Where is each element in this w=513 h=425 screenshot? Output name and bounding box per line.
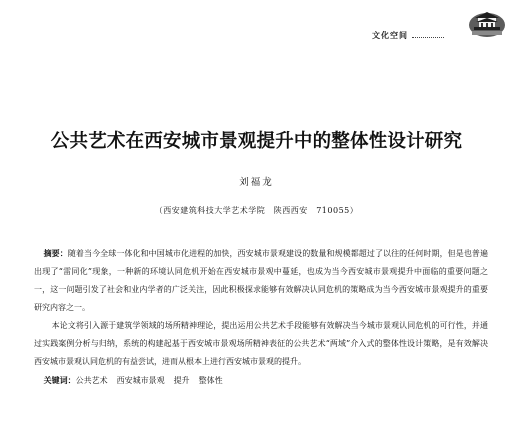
keywords-line: [34, 371, 488, 390]
author-affiliation: （西安建筑科技大学艺术学院 陕西西安 710055）: [154, 206, 359, 215]
abstract-text-1: 随着当今全球一体化和中国城市化进程的加快，西安城市景观建设的数量和规模都超过了以往的任何时期，但是也普遍出现了“雷同化”现象，一种新的环境认同危机开始在西安城市景观中蔓延，也成为当今西安城市景观提升中面临的重要问题之一，这一问题引发了社会和业内学者的广泛关注，因此积极探求能够有效解决认同危机的策略成为当今西安城市景观提升的重要研究内容之一。: [34, 249, 488, 312]
abstract-section: [34, 244, 488, 390]
header-section: [372, 30, 444, 41]
keyword-item: 公共艺术: [75, 376, 108, 385]
keyword-item: 提升: [173, 376, 190, 385]
keyword-item: 整体性: [198, 376, 223, 385]
pagoda-emblem-icon: [468, 8, 506, 38]
abstract-label: 摘要：: [43, 248, 68, 258]
abstract-paragraph-1: [34, 244, 488, 317]
author-name: 刘福龙: [239, 177, 274, 188]
paper-title: 公共艺术在西安城市景观提升中的整体性设计研究: [50, 131, 463, 152]
keywords-label: 关键词：: [43, 375, 76, 385]
abstract-paragraph-2: 本论文将引入源于建筑学领域的场所精神理论，提出运用公共艺术手段能够有效解决当今城市景观认同危机的可行性，并通过实践案例分析与归纳，系统的构建起基于西安城市景观场所精神表征的公共艺术“两域”介入式的整体性设计策略，是有效解决西安城市景观认同危机的有益尝试，进而从根本上进行西安城市景观的提升。: [34, 321, 488, 366]
keyword-item: 西安城市景观: [116, 376, 165, 385]
section-label: 文化空间: [372, 30, 408, 40]
dotted-leader: [412, 37, 444, 38]
